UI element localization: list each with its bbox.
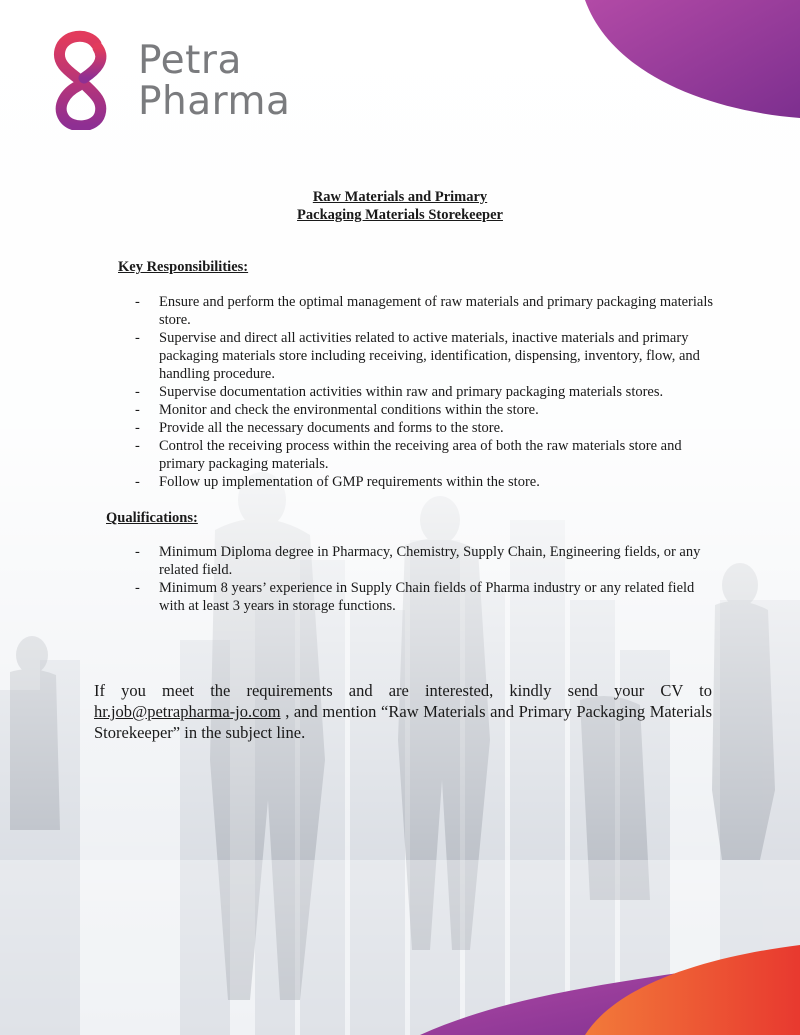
petra-pharma-logo [52, 30, 332, 130]
bullet-dash: - [135, 402, 140, 418]
logo-text-pharma: Pharma [138, 79, 291, 124]
list-item: - Follow up implementation of GMP requirements within the store. [135, 474, 540, 490]
job-title-line-2: Packaging Materials Storekeeper [297, 207, 503, 223]
list-item: - Minimum 8 years’ experience in Supply Chain fields of Pharma industry or any related field with at least 3 years in storage functions. [135, 580, 695, 614]
bullet-dash: - [135, 580, 140, 596]
list-item: - Supervise and direct all activities related to active materials, inactive materials and primary packaging materials store including receiving, identification, dispensing, inventory, flow, and handling procedure. [135, 330, 700, 382]
bullet-dash: - [135, 330, 140, 346]
qualifications-list [135, 543, 715, 615]
petra-logo-mark-icon [52, 30, 112, 130]
job-title-line-1: Raw Materials and Primary [312, 189, 488, 205]
bullet-dash: - [135, 474, 140, 490]
list-item: - Provide all the necessary documents and forms to the store. [135, 420, 504, 436]
application-instructions [94, 680, 712, 743]
bullet-dash: - [135, 420, 140, 436]
bullet-dash: - [135, 544, 140, 560]
responsibilities-heading: Key Responsibilities: [118, 259, 249, 275]
bullet-dash: - [135, 384, 140, 400]
responsibilities-list [135, 293, 715, 491]
list-item: - Ensure and perform the optimal management of raw materials and primary packaging materials store. [135, 294, 714, 328]
bullet-dash: - [135, 438, 140, 454]
list-item: - Supervise documentation activities within raw and primary packaging materials stores. [135, 384, 664, 400]
logo-text-petra: Petra [138, 38, 242, 83]
qualifications-heading: Qualifications: [106, 510, 198, 526]
list-item: - Control the receiving process within the receiving area of both the raw materials store and primary packaging materials. [135, 438, 682, 472]
closing-text-after: , and mention “Raw Materials and Primary Packaging Materials Storekeeper” in the subject line. [94, 702, 713, 742]
closing-text-before: If you meet the requirements and are interested, kindly send your CV to [94, 681, 712, 700]
list-item: - Monitor and check the environmental conditions within the store. [135, 402, 539, 418]
email-link[interactable]: hr.job@petrapharma-jo.com [94, 702, 281, 721]
logo-wordmark [138, 40, 290, 122]
bullet-dash: - [135, 294, 140, 310]
job-title [0, 188, 800, 224]
list-item: - Minimum Diploma degree in Pharmacy, Chemistry, Supply Chain, Engineering fields, or any related field. [135, 544, 701, 578]
